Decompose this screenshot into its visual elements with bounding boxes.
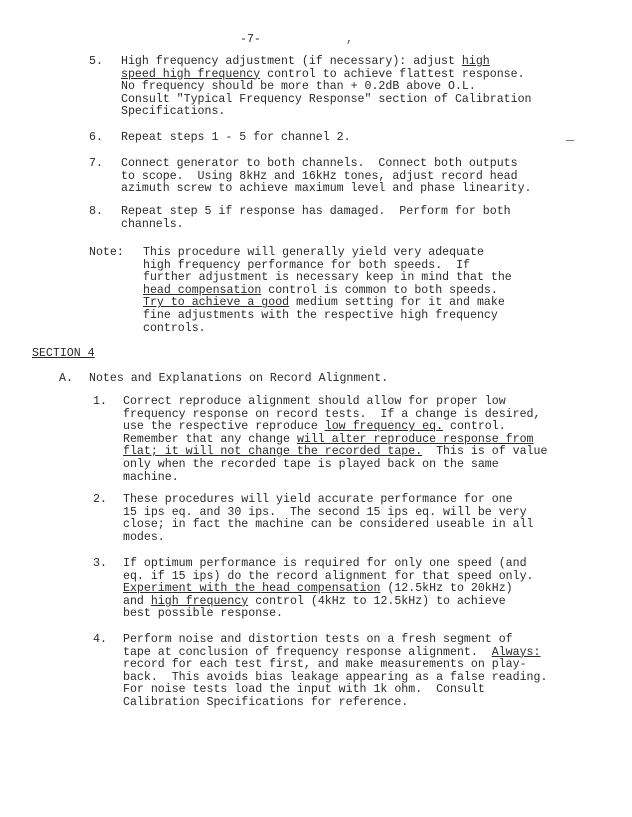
underlined-phrase: high frequency (150, 594, 249, 608)
note-line: Try to achieve a good medium setting for it and make (143, 296, 505, 310)
item-line: back. This avoids bias leakage appearing as a false reading. (123, 670, 548, 684)
step-line: speed high frequency control to achieve flattest response. (121, 67, 525, 81)
item-number: 3. (93, 557, 107, 570)
underlined-phrase: Try to achieve a good (143, 296, 290, 310)
item-line: Correct reproduce alignment should allow for proper low (123, 395, 506, 408)
item-line: and high frequency control (4kHz to 12.5kHz) to achieve (123, 594, 506, 608)
item-line: Remember that any change will alter reproduce response from (123, 432, 534, 446)
item-number: 1. (93, 395, 107, 408)
item-line: Calibration Specifications for reference. (123, 695, 409, 709)
item-line: record for each test first, and make measurements on play- (123, 658, 527, 672)
note-label: Note: (89, 246, 124, 259)
item-line: modes. (123, 530, 165, 544)
item-4 (93, 634, 603, 710)
note-line: further adjustment is necessary keep in mind that the (143, 271, 512, 285)
step-7 (89, 158, 599, 196)
step-line: Repeat steps 1 - 5 for channel 2. (121, 131, 351, 144)
page-number: -7- (240, 33, 261, 46)
step-line: No frequency should be more than + 0.2dB above O.L. (121, 80, 476, 94)
step-8 (89, 206, 599, 231)
item-2 (93, 494, 603, 544)
note-block (89, 247, 599, 335)
section-heading: SECTION 4 (32, 347, 95, 360)
underlined-phrase: will alter reproduce response from (296, 432, 534, 446)
underlined-phrase: head compensation (143, 283, 262, 297)
item-number: 2. (93, 493, 107, 506)
item-line: Perform noise and distortion tests on a fresh segment of (123, 633, 513, 646)
step-number: 7. (89, 157, 103, 170)
underlined-phrase: low frequency eq. (324, 420, 444, 434)
note-line: fine adjustments with the respective high frequency (143, 308, 498, 322)
underlined-phrase: Always: (491, 645, 541, 659)
item-line: close; in fact the machine can be considered useable in all (123, 518, 534, 532)
item-line: Experiment with the head compensation (12.5kHz to 20kHz) (123, 582, 513, 596)
item-line: These procedures will yield accurate performance for one (123, 493, 513, 506)
item-line: 15 ips eq. and 30 ips. The second 15 ips eq. will be very (123, 505, 527, 519)
item-line: eq. if 15 ips) do the record alignment for that speed only. (123, 569, 534, 583)
step-line: channels. (121, 217, 184, 231)
note-line: This procedure will generally yield very adequate (143, 246, 484, 259)
subsection-title: Notes and Explanations on Record Alignment. (89, 372, 389, 385)
underlined-phrase: speed high frequency (121, 67, 261, 81)
step-6 (89, 132, 599, 145)
item-3 (93, 558, 603, 621)
step-line: Repeat step 5 if response has damaged. Perform for both (121, 205, 511, 218)
item-line: If optimum performance is required for only one speed (and (123, 557, 527, 570)
item-1 (93, 396, 603, 484)
underlined-phrase: flat; it will not change the recorded tape. (123, 445, 423, 459)
subsection-letter: A. (59, 372, 73, 385)
step-line: High frequency adjustment (if necessary): adjust high (121, 55, 490, 68)
step-line: azimuth screw to achieve maximum level and phase linearity. (121, 182, 532, 196)
note-line: head compensation control is common to both speeds. (143, 283, 498, 297)
underlined-phrase: high (461, 55, 490, 68)
step-line: Consult "Typical Frequency Response" section of Calibration (121, 92, 532, 106)
step-number: 6. (89, 131, 103, 144)
step-line: to scope. Using 8kHz and 16kHz tones, adjust record head (121, 169, 518, 183)
item-line: only when the recorded tape is played back on the same (123, 457, 499, 471)
item-line: For noise tests load the input with 1k ohm. Consult (123, 683, 485, 697)
note-line: controls. (143, 321, 206, 335)
step-5 (89, 56, 599, 119)
step-line: Connect generator to both channels. Connect both outputs (121, 157, 518, 170)
item-line: frequency response on record tests. If a change is desired, (123, 407, 541, 421)
page-mark: , (346, 33, 353, 46)
item-line: flat; it will not change the recorded tape. This is of value (123, 445, 548, 459)
item-line: tape at conclusion of frequency response alignment. Always: (123, 645, 541, 659)
item-number: 4. (93, 633, 107, 646)
underlined-phrase: Experiment with the head compensation (123, 582, 381, 596)
item-line: use the respective reproduce low frequency eq. control. (123, 420, 506, 434)
note-line: high frequency performance for both speeds. If (143, 258, 470, 272)
step-line: Specifications. (121, 105, 226, 119)
step-number: 8. (89, 205, 103, 218)
item-line: best possible response. (123, 607, 284, 621)
step-number: 5. (89, 55, 103, 68)
item-line: machine. (123, 470, 179, 484)
